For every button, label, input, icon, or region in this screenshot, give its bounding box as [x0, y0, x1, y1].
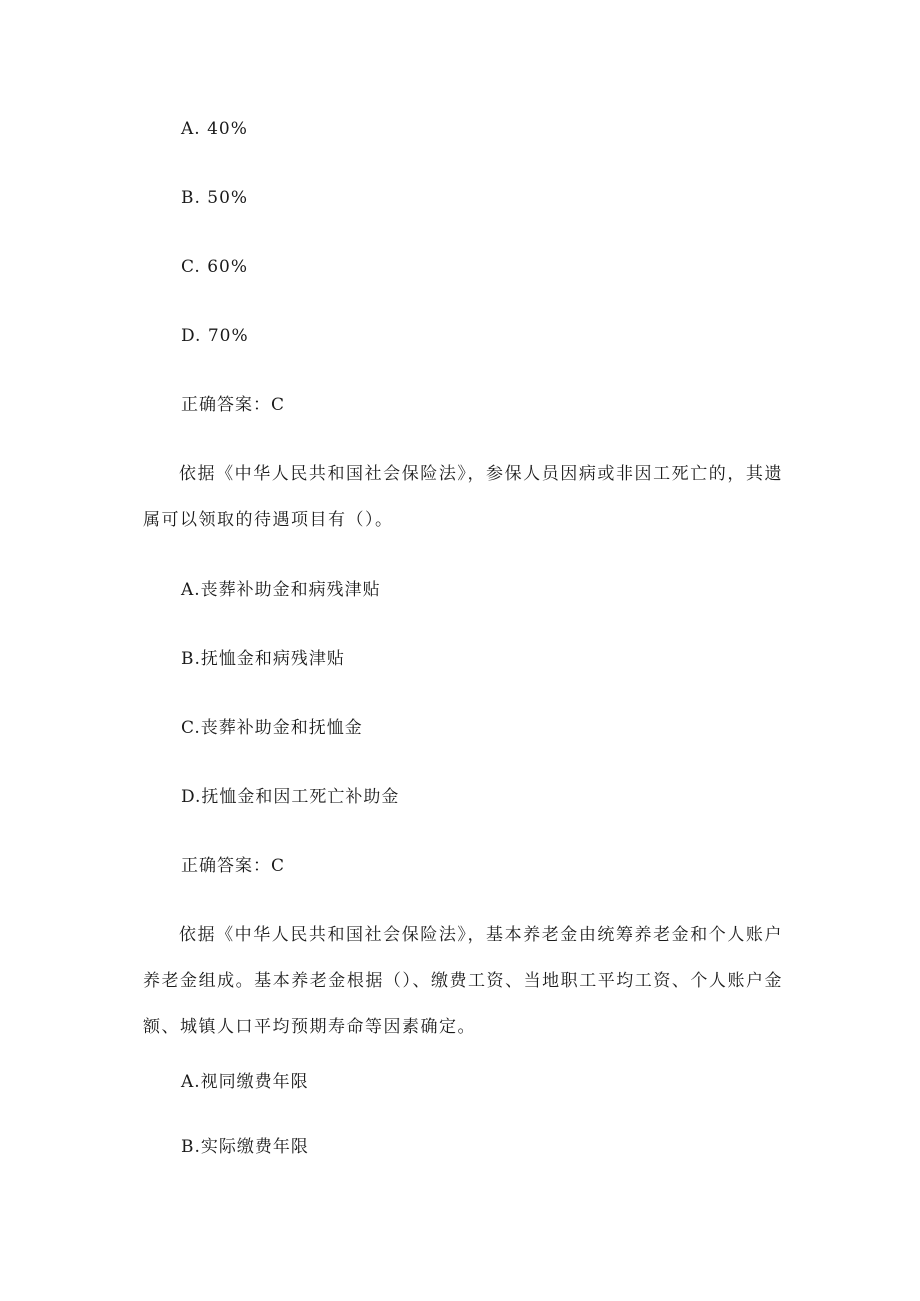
option-a-deemed-years: A.视同缴费年限: [181, 1072, 309, 1092]
option-c-funeral-pension: C.丧葬补助金和抚恤金: [181, 718, 363, 738]
correct-answer-1: 正确答案：C: [181, 395, 286, 415]
correct-answer-2: 正确答案：C: [181, 856, 286, 876]
option-b-50: B. 50%: [181, 188, 249, 208]
option-b-actual-years: B.实际缴费年限: [181, 1137, 309, 1157]
option-d-70: D. 70%: [181, 326, 249, 346]
option-a-40: A. 40%: [181, 119, 248, 139]
option-d-pension-workdeath: D.抚恤金和因工死亡补助金: [181, 787, 400, 807]
option-a-funeral-disability: A.丧葬补助金和病残津贴: [181, 580, 381, 600]
option-c-60: C. 60%: [181, 257, 248, 277]
question-3: 依据《中华人民共和国社会保险法》，基本养老金由统筹养老金和个人账户养老金组成。基本养老金根据（）、缴费工资、当地职工平均工资、个人账户金额、城镇人口平均预期寿命等因素确定。: [143, 925, 783, 1037]
question-2: 依据《中华人民共和国社会保险法》，参保人员因病或非因工死亡的，其遗属可以领取的待遇项目有（）。: [143, 464, 783, 530]
option-b-pension-disability: B.抚恤金和病残津贴: [181, 649, 345, 669]
